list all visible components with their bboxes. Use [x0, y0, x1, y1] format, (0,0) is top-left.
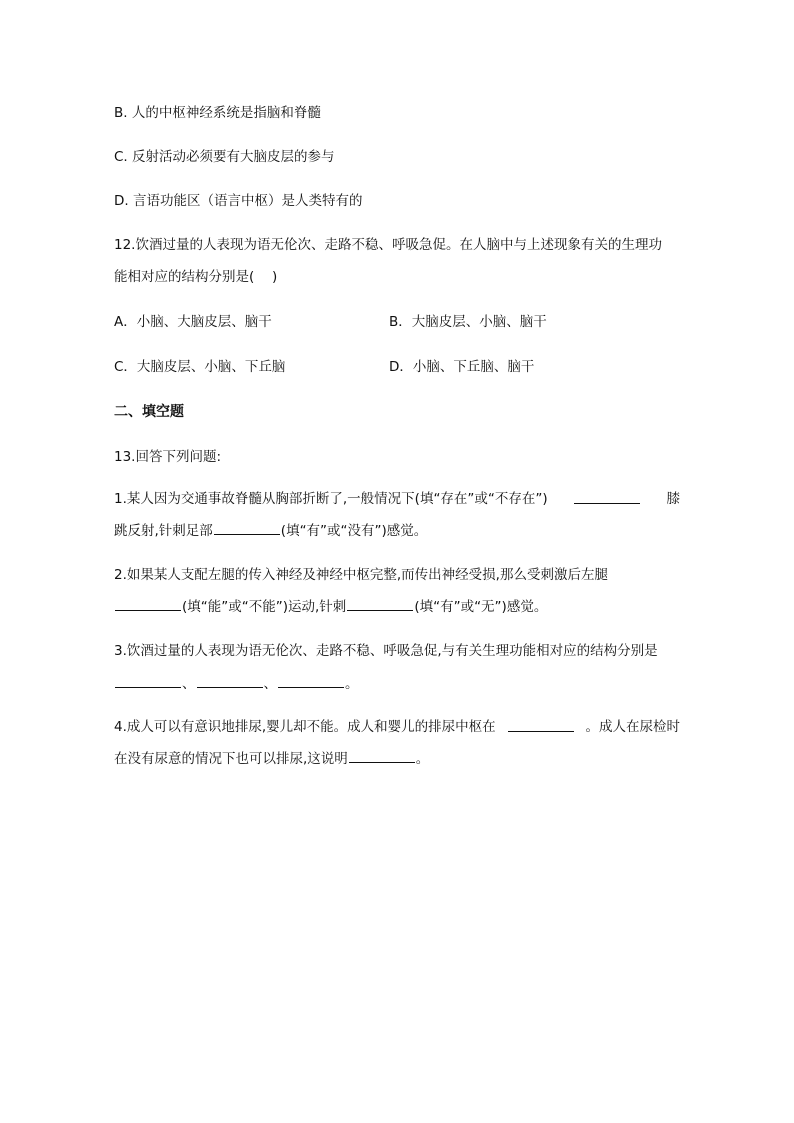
- q13-item1-text-a: 1.某人因为交通事故脊髓从胸部折断了,一般情况下(填“存在”或“不存在”): [114, 491, 548, 507]
- answer-blank[interactable]: [214, 521, 280, 535]
- answer-blank[interactable]: [278, 674, 344, 688]
- answer-blank[interactable]: [347, 597, 413, 611]
- q13-item4-line2: [114, 749, 429, 768]
- option-c-text: C. 反射活动必须要有大脑皮层的参与: [114, 149, 335, 165]
- option-d-text: D. 言语功能区（语言中枢）是人类特有的: [114, 193, 363, 209]
- q13-item4-text-d: 。: [415, 751, 430, 767]
- answer-blank[interactable]: [115, 674, 181, 688]
- q13-item2-text-c: (填“有”或“无”)感觉。: [414, 599, 548, 615]
- q13-item3-sep1: 、: [182, 676, 196, 692]
- q13-item4-text-c: 在没有尿意的情况下也可以排尿,这说明: [114, 751, 348, 767]
- answer-blank[interactable]: [349, 749, 415, 763]
- option-b-text: B. 人的中枢神经系统是指脑和脊髓: [114, 105, 321, 121]
- q12-stem-line2: 能相对应的结构分别是( ): [114, 269, 278, 285]
- q13-item4-line1: [114, 718, 680, 736]
- q13-item3-sep2: 、: [263, 676, 277, 692]
- answer-blank[interactable]: [115, 597, 181, 611]
- q13-item2-line2: [114, 597, 547, 616]
- q13-item2-text-b: (填“能”或“不能”)运动,针刺: [182, 599, 347, 615]
- q12-option-d: D．小脑、下丘脑、脑干: [389, 359, 535, 375]
- q13-item1-text-d: (填“有”或“没有”)感觉。: [280, 523, 428, 539]
- q13-item1-line2: [114, 521, 427, 540]
- q13-item1-text-c: 跳反射,针刺足部: [114, 523, 213, 539]
- q13-item3-line1: 3.饮酒过量的人表现为语无伦次、走路不稳、呼吸急促,与有关生理功能相对应的结构分别是: [114, 643, 658, 659]
- q12-option-a: A．小脑、大脑皮层、脑干: [114, 314, 272, 330]
- answer-blank[interactable]: [508, 718, 574, 732]
- q12-option-b: B．大脑皮层、小脑、脑干: [389, 314, 547, 330]
- answer-blank[interactable]: [197, 674, 263, 688]
- answer-blank[interactable]: [574, 490, 640, 504]
- q13-item4-text-b: 。成人在尿检时: [585, 719, 680, 735]
- q13-item1-line1: [114, 490, 680, 508]
- q13-item2-line1: 2.如果某人支配左腿的传入神经及神经中枢完整,而传出神经受损,那么受刺激后左腿: [114, 567, 608, 583]
- q12-option-c: C．大脑皮层、小脑、下丘脑: [114, 359, 286, 375]
- q13-item3-end: 。: [345, 676, 359, 692]
- section-title: 二、填空题: [114, 404, 184, 420]
- q13-item4-text-a: 4.成人可以有意识地排尿,婴儿却不能。成人和婴儿的排尿中枢在: [114, 719, 496, 735]
- q12-stem-line1: 12.饮酒过量的人表现为语无伦次、走路不稳、呼吸急促。在人脑中与上述现象有关的生理功: [114, 237, 662, 253]
- q13-stem: 13.回答下列问题:: [114, 449, 222, 465]
- q13-item1-text-b: 膝: [666, 491, 680, 507]
- q13-item3-line2: [114, 674, 359, 693]
